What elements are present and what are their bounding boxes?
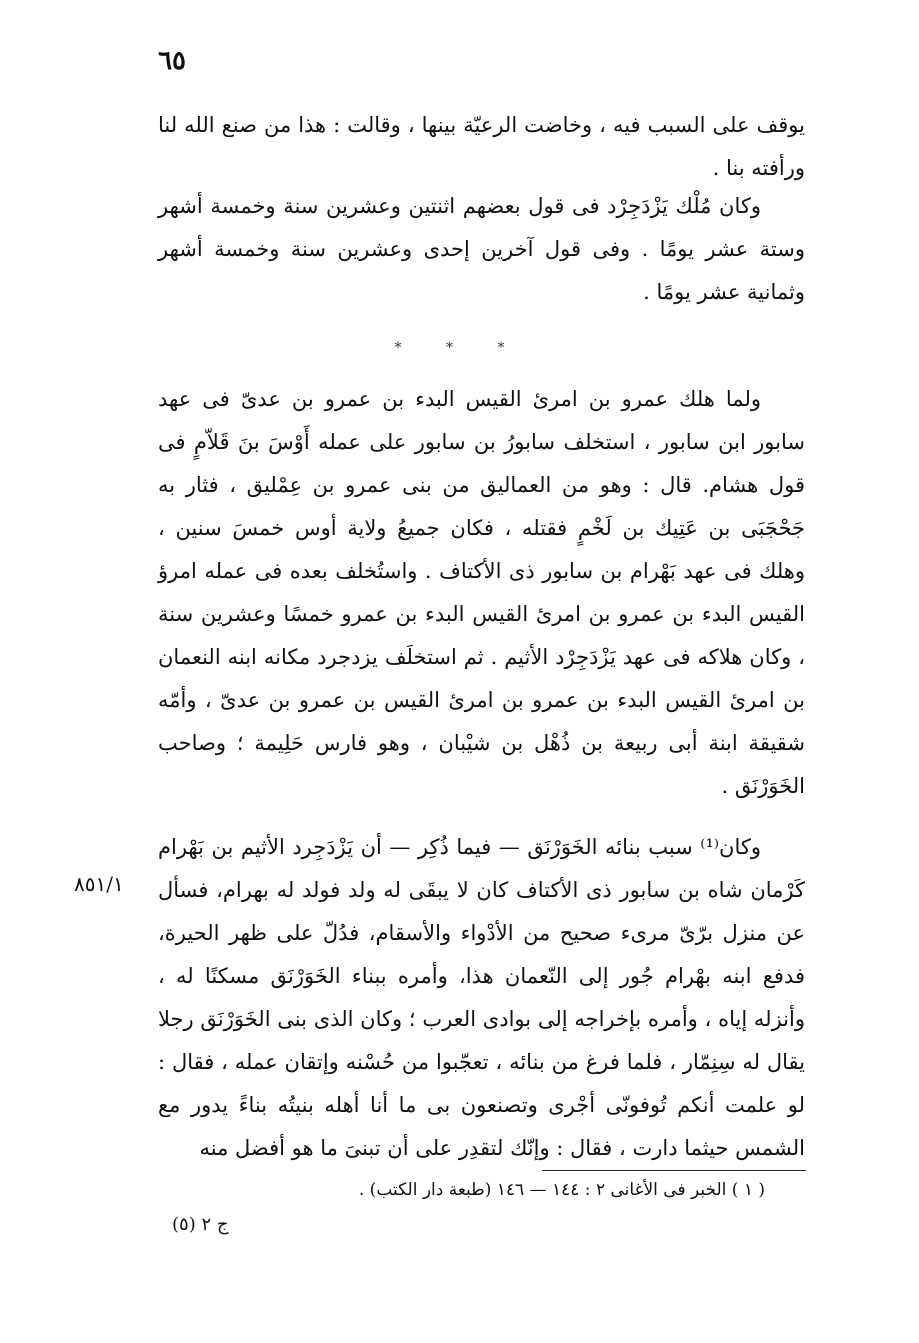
page-number: ٦٥ — [158, 46, 186, 76]
footnote-divider — [542, 1170, 806, 1171]
paragraph-amr-succession — [158, 378, 805, 808]
paragraph-continuation — [158, 104, 805, 190]
volume-signature: ج ٢ (٥) — [172, 1214, 229, 1235]
paragraph: يوقف على السبب فيه ، وخاضت الرعيّة بينها ، وقالت : هذا من صنع الله لنا ورأفته بنا . — [158, 113, 805, 180]
paragraph-reign-length — [158, 185, 805, 314]
paragraph: ولما هلك عمرو بن امرئ القيس البدء بن عمرو بن عدىّ فى عهد سابور ابن سابور ، استخلف سابورُ بن سابور على عمله أَوْسَ بنَ قَلاّمٍ فى قول هشام. قال : وهو من العماليق من بنى عمرو بن عِمْليق ، فثار به جَحْجَبَى بن عَتِيك بن لَخْمٍ فقتله ، فكان جميعُ ولاية أوس خمسَ سنين ، وهلك فى عهد بَهْرام بن سابور ذى الأكتاف . واستُخلف بعده فى عمله امرؤ القيس البدء بن عمرو بن امرئ القيس البدء بن عمرو خمسًا وعشرين سنة ، وكان هلاكه فى عهد يَزْدَجِرْد الأثيم . ثم استخلَف يزدجرد مكانه ابنه النعمان بن امرئ القيس البدء بن عمرو بن امرئ القيس بن عمرو بن عدىّ ، وأمّه شقيقة ابنة أبى ربيعة بن ذُهْل بن شيْبان ، وهو فارس حَلِيمة ؛ وصاحب الخَوَرْنَق . — [158, 387, 805, 798]
paragraph-khawarnaq — [158, 826, 805, 1170]
margin-reference: ٨٥١/١ — [74, 872, 124, 896]
footnote: ( ١ ) الخبر فى الأغانى ٢ : ١٤٤ — ١٤٦ (طبعة دار الكتب) . — [358, 1180, 765, 1200]
paragraph: وكان⁽¹⁾ سبب بنائه الخَوَرْنَق — فيما ذُكِر — أن يَزْدَجِرد الأثيم بن بَهْرام كَرْمان شاه بن سابور ذى الأكتاف كان لا يبقَى له ولد فولد له بهرام، فسأل عن منزل برّىّ مرىء صحيح من الأدْواء والأسقام، فدُلّ على ظهر الحيرة، فدفع ابنه بهْرام جُور إلى النّعمان هذا، وأمره ببناء الخَوَرْنَق مسكنًا له ، وأنزله إياه ، وأمره بإخراجه إلى بوادى العرب ؛ وكان الذى بنى الخَوَرْنَق رجلا يقال له سِنِمّار ، فلما فرغ من بنائه ، تعجّبوا من حُسْنه وإتقان عمله ، فقال : لو علمت أنكم تُوفونّى أجْرى وتصنعون بى ما أنا أهله بنيتُه بناءً يدور مع الشمس حيثما دارت ، فقال : وإنّك لتقدِر على أن تبنىَ ما هو أفضل منه — [158, 835, 805, 1160]
paragraph: وكان مُلْك يَزْدَجِرْد فى قول بعضهم اثنتين وعشرين سنة وخمسة أشهر وستة عشر يومًا . وفى قول آخرين إحدى وعشرين سنة وخمسة أشهر وثمانية عشر يومًا . — [158, 194, 805, 304]
section-separator: * * * — [394, 340, 525, 356]
